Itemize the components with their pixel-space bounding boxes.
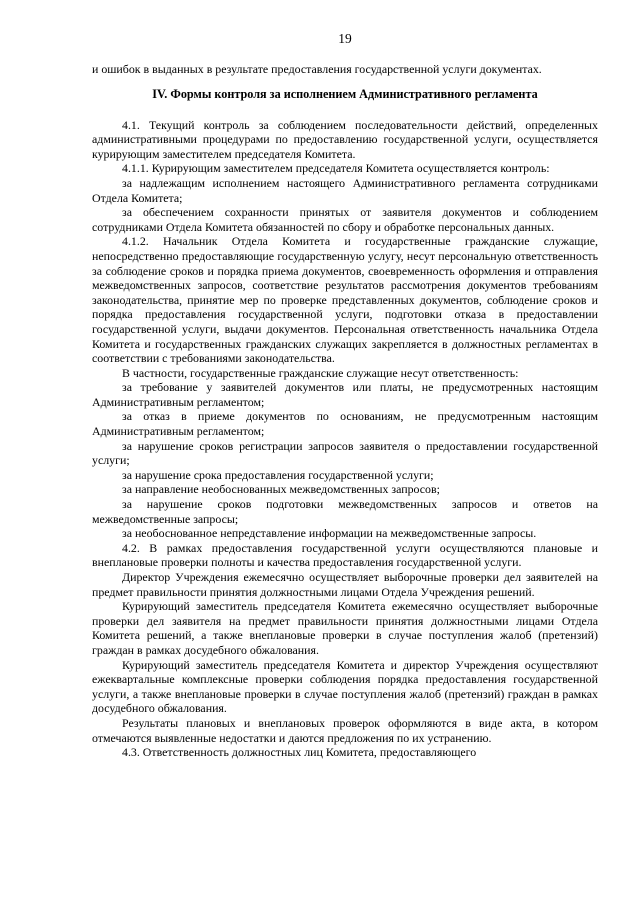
results-paragraph: Результаты плановых и внеплановых проверок оформляются в виде акта, в котором отмечаются выявленные недостатки и даются предложения по их устранению.: [92, 715, 598, 745]
paragraph-4-1: 4.1. Текущий контроль за соблюдением последовательности действий, определенных административными процедурами по предоставлению государственной услуги, осуществляется курирующим заместителем председателя Комитета.: [92, 117, 598, 161]
responsibility-item: за необоснованное непредставление информации на межведомственные запросы.: [122, 526, 537, 541]
responsibility-item: за нарушение сроков подготовки межведомственных запросов и ответов на межведомственные запросы;: [92, 497, 598, 526]
responsibility-item: за направление необоснованных межведомственных запросов;: [122, 482, 440, 497]
responsibility-item: за отказ в приеме документов по основаниям, не предусмотренным настоящим Административным регламентом;: [92, 409, 598, 439]
control-item: за обеспечением сохранности принятых от заявителя документов и соблюдением сотрудниками Отдела Комитета обязанностей по сбору и обработке персональных данных.: [92, 205, 598, 234]
section-heading: IV. Формы контроля за исполнением Административного регламента: [152, 86, 538, 101]
responsibility-intro: В частности, государственные гражданские служащие несут ответственность:: [122, 365, 519, 380]
curator-paragraph: Курирующий заместитель председателя Комитета ежемесячно осуществляет выборочные проверки дел заявителя на предмет правильности принятия должностными лицами Отдела Комитета решений, а также внеплановые проверки в случае поступления жалоб (претензий) граждан в рамках досудебного обжалования.: [92, 599, 598, 657]
page-number: 19: [338, 31, 352, 46]
responsibility-item: за нарушение сроков регистрации запросов заявителя о предоставлении государственной услуги;: [92, 438, 598, 468]
continuation-paragraph: и ошибок в выданных в результате предоставления государственной услуги документах.: [92, 62, 542, 76]
responsibility-item: за нарушение срока предоставления государственной услуги;: [122, 467, 434, 482]
control-item: за надлежащим исполнением настоящего Административного регламента сотрудниками Отдела Комитета;: [92, 175, 598, 205]
quarterly-checks-paragraph: Курирующий заместитель председателя Комитета и директор Учреждения осуществляют ежеквартальные комплексные проверки соблюдения порядка предоставления государственной услуги, а также внеплановые проверки в случае поступления жалоб (претензий) граждан в рамках досудебного обжалования.: [92, 657, 598, 716]
responsibility-item: за требование у заявителей документов или платы, не предусмотренных настоящим Административным регламентом;: [92, 380, 598, 409]
paragraph-4-3: 4.3. Ответственность должностных лиц Комитета, предоставляющего: [122, 745, 477, 760]
paragraph-4-2: 4.2. В рамках предоставления государственной услуги осуществляются плановые и внеплановые проверки полноты и качества предоставления государственной услуги.: [92, 540, 598, 570]
paragraph-4-1-1: 4.1.1. Курирующим заместителем председателя Комитета осуществляется контроль:: [122, 161, 550, 176]
director-paragraph: Директор Учреждения ежемесячно осуществляет выборочные проверки дел заявителей на предмет правильности принятия должностными лицами Отдела Учреждения решений.: [92, 570, 598, 599]
paragraph-4-1-2: 4.1.2. Начальник Отдела Комитета и государственные гражданские служащие, непосредственно предоставляющие государственную услугу, несут персональную ответственность за соблюдение сроков и порядка приема документов, своевременность оформления и отправления межведомственных запросов, соответствие результатов рассмотрения документов требованиям законодательства, принятие мер по проверке представленных документов, соблюдение сроков и порядка предоставления государственной услуги, подготовки отказа в предоставлении государственной услуги, выдачи документов. Персональная ответственность начальника Отдела Комитета и государственных гражданских служащих закрепляется в должностных регламентах в соответствии с требованиями законодательства.: [92, 234, 598, 366]
document-page: [92, 30, 598, 760]
